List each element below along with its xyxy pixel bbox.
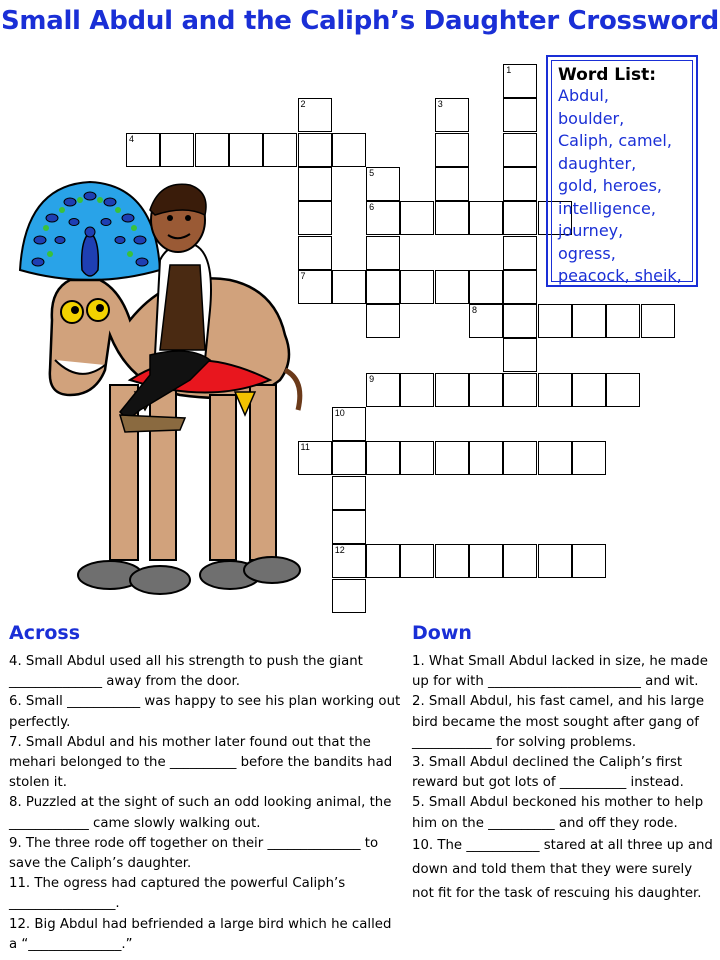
crossword-cell[interactable] <box>503 133 537 167</box>
crossword-cell[interactable] <box>366 441 400 475</box>
crossword-cell[interactable] <box>400 373 434 407</box>
clue-number: 11 <box>300 442 310 453</box>
crossword-cell[interactable] <box>435 133 469 167</box>
word-list-line: intelligence, <box>558 198 656 218</box>
crossword-cell[interactable] <box>400 201 434 235</box>
crossword-cell[interactable] <box>332 133 366 167</box>
crossword-cell[interactable] <box>503 441 537 475</box>
across-clue: 6. Small ___________ was happy to see his plan working out perfectly. <box>9 694 401 730</box>
crossword-cell[interactable] <box>606 373 640 407</box>
down-clue: 2. Small Abdul, his fast camel, and his large bird became the most sought after gang of ____________ for solving problems. <box>412 694 705 750</box>
crossword-cell[interactable] <box>469 304 503 338</box>
crossword-cell[interactable] <box>572 304 606 338</box>
crossword-cell[interactable] <box>126 133 160 167</box>
clue-number: 9 <box>369 373 375 384</box>
crossword-cell[interactable] <box>366 236 400 270</box>
crossword-cell[interactable] <box>400 544 434 578</box>
crossword-cell[interactable] <box>332 510 366 544</box>
word-list-line: journey, <box>558 221 624 240</box>
crossword-cell[interactable] <box>332 407 366 441</box>
crossword-cell[interactable] <box>263 133 297 167</box>
word-list-line: boulder, <box>558 108 625 128</box>
crossword-cell[interactable] <box>195 133 229 167</box>
clue-number: 6 <box>369 202 375 213</box>
crossword-cell[interactable] <box>435 201 469 235</box>
crossword-cell[interactable] <box>469 373 503 407</box>
across-clues <box>9 652 401 955</box>
across-clue: 7. Small Abdul and his mother later found out that the mehari belonged to the __________ before the bandits had stolen it. <box>9 734 393 791</box>
crossword-cell[interactable] <box>332 270 366 304</box>
word-list-box <box>546 55 698 287</box>
crossword-cell[interactable] <box>332 579 366 613</box>
crossword-cell[interactable] <box>332 476 366 510</box>
crossword-cell[interactable] <box>435 270 469 304</box>
crossword-cell[interactable] <box>366 544 400 578</box>
crossword-cell[interactable] <box>332 544 366 578</box>
crossword-cell[interactable] <box>503 544 537 578</box>
crossword-cell[interactable] <box>298 133 332 167</box>
clue-number: 3 <box>437 99 443 110</box>
crossword-cell[interactable] <box>469 544 503 578</box>
crossword-cell[interactable] <box>366 270 400 304</box>
peacock-icon <box>20 182 160 280</box>
crossword-cell[interactable] <box>366 304 400 338</box>
clue-number: 5 <box>369 167 375 178</box>
word-list-line: ogress, <box>558 243 616 263</box>
crossword-cell[interactable] <box>503 167 537 201</box>
crossword-cell[interactable] <box>469 441 503 475</box>
crossword-cell[interactable] <box>435 544 469 578</box>
across-clue: 9. The three rode off together on their ______________ to save the Caliph’s daughter. <box>9 835 379 872</box>
across-heading: Across <box>9 622 81 644</box>
camel-rider-illustration <box>10 170 310 610</box>
crossword-cell[interactable] <box>503 236 537 270</box>
clue-number: 8 <box>472 305 478 316</box>
crossword-cell[interactable] <box>160 133 194 167</box>
crossword-cell[interactable] <box>572 544 606 578</box>
clue-number: 2 <box>300 99 306 110</box>
crossword-cell[interactable] <box>332 441 366 475</box>
down-clues <box>412 652 714 906</box>
crossword-cell[interactable] <box>400 441 434 475</box>
crossword-cell[interactable] <box>503 64 537 98</box>
crossword-cell[interactable] <box>435 167 469 201</box>
word-list-line: daughter, <box>558 153 637 173</box>
across-clue: 4. Small Abdul used all his strength to push the giant ______________ away from the door. <box>9 654 363 690</box>
down-clue: 10. The ___________ stared at all three up and down and told them that they were surely not fit for the task of rescuing his daughter. <box>412 837 713 901</box>
crossword-cell[interactable] <box>503 373 537 407</box>
clue-number: 10 <box>334 408 345 418</box>
down-clue: 1. What Small Abdul lacked in size, he made up for with _______________________ and wit. <box>412 654 708 690</box>
down-heading: Down <box>412 622 472 644</box>
crossword-cell[interactable] <box>469 270 503 304</box>
word-list-line: Abdul, <box>558 86 609 105</box>
down-clue: 5. Small Abdul beckoned his mother to help him on the __________ and off they rode. <box>412 795 704 831</box>
across-clue: 8. Puzzled at the sight of such an odd looking animal, the ____________ came slowly walking out. <box>9 795 392 831</box>
clue-number: 12 <box>334 545 345 556</box>
crossword-cell[interactable] <box>538 441 572 475</box>
word-list-title: Word List: <box>558 65 656 85</box>
crossword-cell[interactable] <box>435 98 469 132</box>
crossword-cell[interactable] <box>538 373 572 407</box>
crossword-cell[interactable] <box>572 373 606 407</box>
word-list-line: Caliph, camel, <box>558 131 672 150</box>
crossword-cell[interactable] <box>538 544 572 578</box>
crossword-cell[interactable] <box>538 304 572 338</box>
crossword-cell[interactable] <box>503 270 537 304</box>
crossword-cell[interactable] <box>503 304 537 338</box>
crossword-cell[interactable] <box>229 133 263 167</box>
crossword-cell[interactable] <box>366 373 400 407</box>
clue-number: 1 <box>506 65 512 75</box>
across-clue: 12. Big Abdul had befriended a large bird which he called a “______________.” <box>9 916 392 952</box>
crossword-cell[interactable] <box>298 98 332 132</box>
clue-number: 7 <box>300 270 306 281</box>
down-clue: 3. Small Abdul declined the Caliph’s first reward but got lots of __________ instead. <box>412 755 684 791</box>
word-list-line: peacock, sheik, <box>558 266 682 285</box>
word-list-line: gold, heroes, <box>558 176 662 195</box>
crossword-cell[interactable] <box>400 270 434 304</box>
crossword-cell[interactable] <box>503 338 537 372</box>
crossword-cell[interactable] <box>606 304 640 338</box>
across-clue: 11. The ogress had captured the powerful Caliph’s ________________. <box>9 876 346 912</box>
crossword-cell[interactable] <box>503 98 537 132</box>
crossword-cell[interactable] <box>503 201 537 235</box>
crossword-cell[interactable] <box>469 201 503 235</box>
page-title: Small Abdul and the Caliph’s Daughter Crossword <box>0 6 719 36</box>
crossword-cell[interactable] <box>435 373 469 407</box>
crossword-cell[interactable] <box>366 167 400 201</box>
crossword-cell[interactable] <box>572 441 606 475</box>
crossword-cell[interactable] <box>641 304 675 338</box>
crossword-cell[interactable] <box>435 441 469 475</box>
clue-number: 4 <box>129 133 135 144</box>
crossword-cell[interactable] <box>366 201 400 235</box>
